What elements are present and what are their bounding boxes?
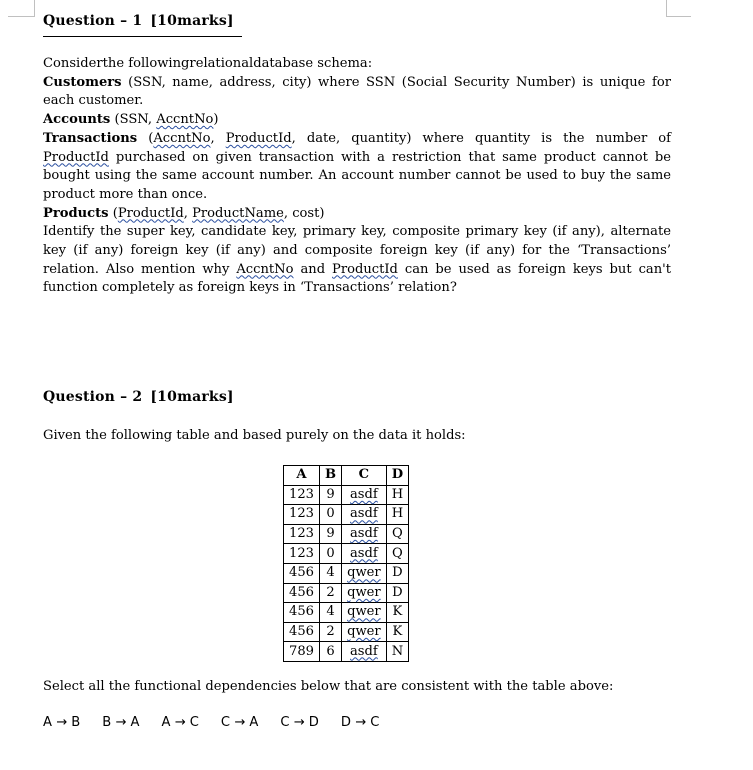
transactions-attributes: , date, quantity) where quantity is the number of [291,130,672,146]
table-cell: K [386,603,408,623]
table-header-b: B [320,466,342,486]
table-cell: asdf [342,524,387,544]
table-header-row [284,466,409,486]
table-row [284,485,409,505]
table-cell: qwer [342,603,387,623]
table-cell: Q [386,524,408,544]
table-cell: H [386,505,408,525]
fd-options [43,715,401,730]
question-2-marks: [10marks] [150,389,234,405]
table-cell: qwer [342,563,387,583]
question-1-title: Question – 1 [43,13,143,29]
table-cell: H [386,485,408,505]
table-header-a: A [284,466,320,486]
fd-option-label: B → A [102,715,140,730]
margin-corner-mark-right [666,0,691,17]
transactions-comma: , [210,130,226,146]
accounts-accntno: AccntNo [156,112,214,128]
table-cell: 456 [284,583,320,603]
question-2-prompt: Select all the functional dependencies below that are consistent with the table above: [43,679,614,694]
schema-intro: Considerthe followingrelationaldatabase schema: [43,56,373,71]
products-open: ( [108,205,118,221]
task-accntno: AccntNo [236,261,294,277]
table-cell: 456 [284,622,320,642]
table-cell: 2 [320,583,342,603]
products-productname: ProductName [192,205,284,221]
table-cell: 456 [284,603,320,623]
transactions-accntno: AccntNo [153,130,211,146]
fd-option-label: C → D [280,715,319,730]
schema-customers [43,74,671,111]
table-cell: qwer [342,622,387,642]
question-1-heading [43,13,234,29]
task-text-b: and [293,261,333,277]
task-text-a: Identify the super key, candidate key, primary key, composite primary key (if any), alternate key (if any) foreign key (if any) and composite foreign key (if any) for the ‘Transactions’ relation. Also mention why [43,224,671,277]
table-cell: 123 [284,524,320,544]
table-row [284,603,409,623]
products-close: , cost) [283,205,325,221]
table-row [284,642,409,662]
accounts-text: (SSN, [110,112,157,128]
transactions-productid-2: ProductId [43,149,109,165]
table-cell: 6 [320,642,342,662]
schema-transactions [43,130,671,205]
table-cell: asdf [342,544,387,564]
question-2-title: Question – 2 [43,389,143,405]
table-cell: D [386,583,408,603]
table-cell: asdf [342,642,387,662]
table-cell: qwer [342,583,387,603]
table-cell: asdf [342,505,387,525]
fd-option-label: D → C [340,715,380,730]
table-cell: 9 [320,524,342,544]
schema-products [43,205,671,224]
customers-attributes: (SSN, name, address, city) where SSN (Social Security Number) is unique for each customer. [43,74,671,109]
fd-option-c-a[interactable] [221,715,258,730]
table-cell: K [386,622,408,642]
margin-corner-mark-left [8,0,35,17]
table-cell: 4 [320,603,342,623]
table-cell: N [386,642,408,662]
table-header-c: C [342,466,387,486]
table-cell: 4 [320,563,342,583]
table-cell: 0 [320,505,342,525]
question-1-task [43,223,671,298]
table-cell: asdf [342,485,387,505]
table-cell: Q [386,544,408,564]
table-row [284,524,409,544]
question-1-body [43,55,671,298]
question-1-underline [43,36,242,37]
products-relation-name: Products [43,205,109,221]
table-cell: 2 [320,622,342,642]
table-cell: 789 [284,642,320,662]
task-productid: ProductId [332,261,398,277]
schema-accounts [43,111,671,130]
fd-option-label: A → C [161,715,199,730]
table-cell: 9 [320,485,342,505]
table-cell: D [386,563,408,583]
table-cell: 123 [284,544,320,564]
products-productid: ProductId [117,205,184,221]
transactions-open: ( [137,130,154,146]
products-comma: , [183,205,193,221]
table-row [284,544,409,564]
transactions-relation-name: Transactions [43,130,138,146]
task-text-c: can be used as foreign keys but can't function completely as foreign keys in ‘Transactions’ relation? [43,261,672,296]
fd-option-label: C → A [220,715,259,730]
fd-option-label: A → B [43,715,81,730]
fd-option-c-d[interactable] [280,715,319,730]
fd-option-d-c[interactable] [341,715,380,730]
question-2-intro: Given the following table and based purely on the data it holds: [43,428,466,443]
question-2-heading [43,389,234,405]
customers-relation-name: Customers [43,74,122,90]
accounts-relation-name: Accounts [43,112,111,128]
fd-data-table [283,465,409,662]
table-cell: 123 [284,485,320,505]
table-cell: 0 [320,544,342,564]
fd-option-b-a[interactable] [102,715,139,730]
table-row [284,563,409,583]
table-row [284,583,409,603]
table-cell: 123 [284,505,320,525]
table-header-d: D [386,466,408,486]
transactions-productid: ProductId [225,130,292,146]
table-body [284,485,409,661]
table-cell: 456 [284,563,320,583]
table-row [284,505,409,525]
fd-option-a-c[interactable] [162,715,199,730]
accounts-close: ) [213,112,219,128]
question-1-marks: [10marks] [150,13,234,29]
transactions-restriction: purchased on given transaction with a restriction that same product cannot be bought using the same account number. An account number cannot be used to buy the same product more than once. [43,149,671,202]
fd-option-a-b[interactable] [43,715,80,730]
table-row [284,622,409,642]
